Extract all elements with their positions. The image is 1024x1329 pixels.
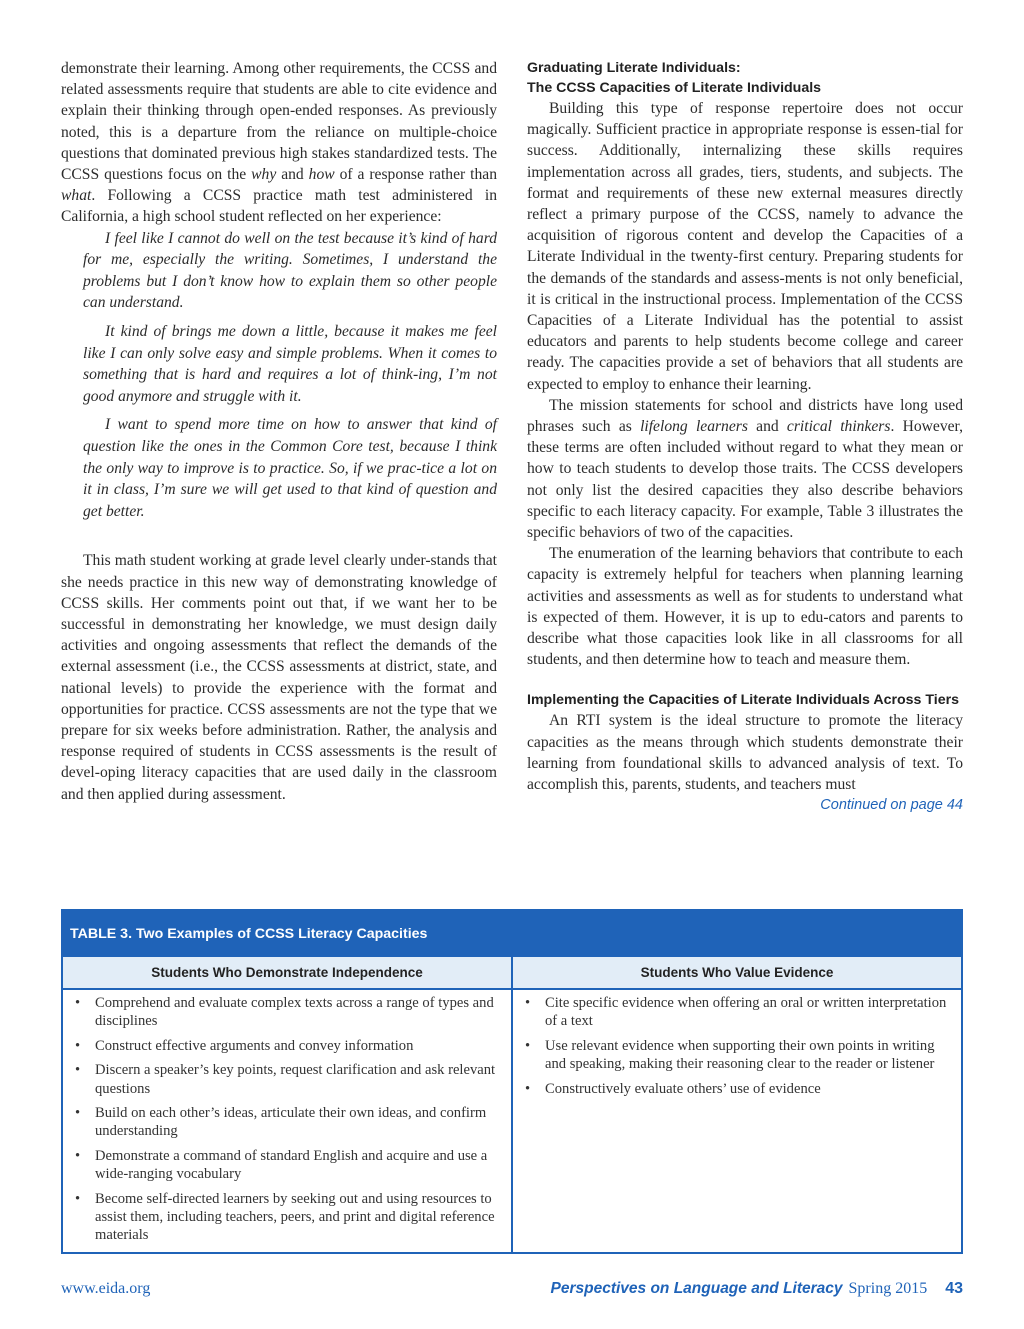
- emphasis-how: how: [308, 166, 335, 184]
- table-header-independence: Students Who Demonstrate Independence: [151, 965, 423, 980]
- block-quote-1: I feel like I cannot do well on the test because it’s kind of hard for me, especially the writing. Sometimes, I understand the problems but I don’t know how to explain them so other people can understand.: [83, 229, 497, 312]
- table-body: [63, 990, 961, 1252]
- table-column-evidence: [511, 990, 961, 1252]
- list-item: • Discern a speaker’s key points, request clarification and ask relevant questions: [73, 1061, 503, 1098]
- left-paragraph-2: This math student working at grade level clearly under-stands that she needs practice in this new way of demonstrating knowledge of CCSS skills. Her comments point out that, if we want her to be successful in demonstrating her knowledge, we must design daily activities and ongoing assessments that reflect the demands of the external assessment (i.e., the CCSS assessments at district, state, and national levels) to provide the experience with the format and opportunities for practice. CCSS assessments are not the type that we prepare for six weeks before administration. Rather, the analysis and response required of students in CCSS assessments is the result of devel-oping literacy capacities that are used daily in the classroom and then applied during assessment.: [61, 552, 497, 803]
- list-item: • Build on each other’s ideas, articulate their own ideas, and confirm understanding: [73, 1104, 503, 1141]
- emphasis-critical-thinkers: critical thinkers: [786, 418, 891, 436]
- left-paragraph-1: demonstrate their learning. Among other requirements, the CCSS and related assessments require that students are able to cite evidence and explain their thinking through open-ended responses. As previously noted, this is a departure from the reliance on multiple-choice questions that dominated previous high stakes standardized tests. The CCSS questions focus on the why and how of a response rather than what. Following a CCSS practice math test administered in California, a high school student reflected on her experience:: [61, 60, 497, 226]
- list-item: • Demonstrate a command of standard English and acquire and use a wide-ranging vocabulary: [73, 1147, 503, 1184]
- journal-title: Perspectives on Language and Literacy: [550, 1280, 843, 1297]
- page-number: 43: [945, 1280, 963, 1297]
- emphasis-why: why: [251, 166, 277, 184]
- page-footer: [61, 1280, 963, 1302]
- block-quote-2: It kind of brings me down a little, because it makes me feel like I can only solve easy and simple problems. When it comes to something that is hard and requires a lot of think-ing, I’m not good anymore and struggle with it.: [83, 323, 497, 405]
- list-item: • Use relevant evidence when supporting their own points in writing and speaking, making their reasoning clear to the reader or listener: [523, 1037, 953, 1074]
- right-paragraph-3: The enumeration of the learning behaviors that contribute to each capacity is extremely helpful for teachers when planning learning activities and assessments as well as for students to understand what is expected of them. However, it is up to edu-cators and parents to describe what those capacities look like in all classrooms for all students, and then determine how to teach and measure them.: [527, 545, 963, 669]
- independence-list: [73, 994, 503, 1245]
- emphasis-what: what: [61, 187, 92, 205]
- journal-issue: Spring 2015: [848, 1280, 928, 1297]
- list-item: • Cite specific evidence when offering an oral or written interpretation of a text: [523, 994, 953, 1031]
- block-quote-3: I want to spend more time on how to answer that kind of question like the ones in the Common Core test, because I think the only way to improve is to practice. So, if we prac-tice a lot on it in class, I’m sure we will get used to that kind of question and get better.: [83, 416, 497, 520]
- right-paragraph-2: The mission statements for school and districts have long used phrases such as lifelong learners and critical thinkers. However, these terms are often included without regard to what they mean or how to teach students to develop those traits. The CCSS developers not only list the desired capacities they also describe behaviors specific to each literacy capacity. For example, Table 3 illustrates the specific behaviors of two of the capacities.: [527, 396, 963, 542]
- list-item: • Construct effective arguments and convey information: [73, 1037, 503, 1055]
- list-item: • Become self-directed learners by seeking out and using resources to assist them, including teachers, peers, and print and digital reference materials: [73, 1190, 503, 1245]
- right-column: [527, 58, 963, 817]
- section-heading-2: Implementing the Capacities of Literate Individuals Across Tiers: [527, 692, 960, 709]
- list-item: • Comprehend and evaluate complex texts across a range of types and disciplines: [73, 994, 503, 1031]
- table-header-evidence: Students Who Value Evidence: [511, 957, 961, 988]
- list-item: • Constructively evaluate others’ use of evidence: [523, 1080, 953, 1098]
- emphasis-lifelong-learners: lifelong learners: [640, 418, 748, 436]
- footer-url-link[interactable]: www.eida.org: [61, 1280, 151, 1297]
- table-column-independence: [63, 990, 511, 1252]
- table-title: TABLE 3. Two Examples of CCSS Literacy Capacities: [63, 911, 961, 957]
- left-column: [61, 58, 497, 805]
- continued-link[interactable]: Continued on page 44: [820, 797, 963, 814]
- right-paragraph-4: An RTI system is the ideal structure to promote the literacy capacities as the means through which students demonstrate their learning from foundational skills to advanced analysis of text. To accomplish this, parents, students, and teachers must: [527, 712, 963, 794]
- table-header-row: [63, 957, 961, 990]
- right-paragraph-1: Building this type of response repertoire does not occur magically. Sufficient practice in appropriate response is essen-tial for success. Additionally, internalizing these skills requires implementation across all grades, tiers, students, and subjects. The format and requirements of these new external measures directly reflect a primary purpose of the CCSS, namely to advance the acquisition of rigorous content and develop the Capacities of a Literate Individual in the twenty-first century. Preparing students for the demands of the standards and assess-ments is not only beneficial, it is critical in the instructional process. Implementation of the CCSS Capacities of a Literate Individual has the potential to assist educators and parents to help students become college and career ready. The capacities provide a set of behaviors that all students are expected to employ to enhance their learning.: [527, 100, 963, 393]
- capacities-table: [61, 909, 963, 1254]
- footer-journal-info: [551, 1280, 964, 1298]
- evidence-list: [523, 994, 953, 1098]
- section-heading-1: Graduating Literate Individuals: The CCSS Capacities of Literate Individuals: [527, 60, 822, 96]
